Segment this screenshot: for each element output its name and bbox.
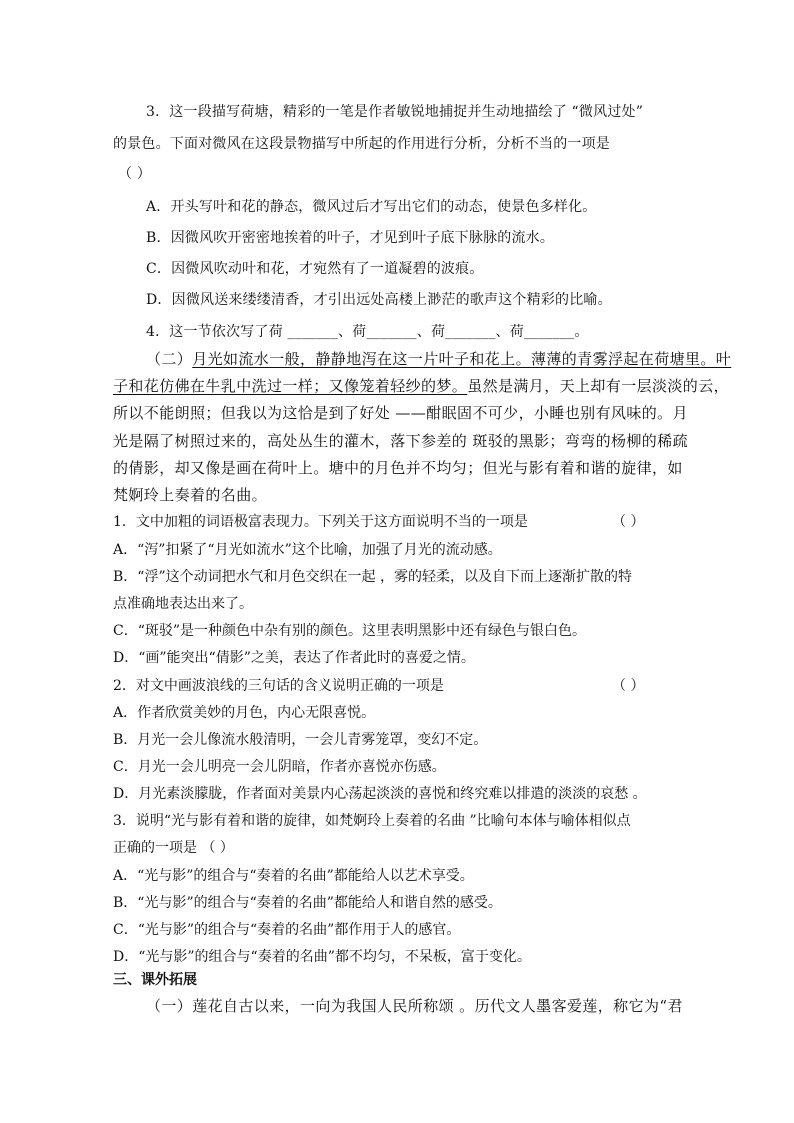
passage-q2-option-d: D．月光素淡朦胧，作者面对美景内心荡起淡淡的喜悦和终究难以排遣的淡淡的哀愁 。 xyxy=(113,786,647,802)
passage-q1-option-d: D．“画”能突出“倩影”之美，表达了作者此时的喜爱之情。 xyxy=(113,650,475,666)
passage-label: （二） xyxy=(146,350,193,368)
passage-q2-stem: 2．对文中画波浪线的三句话的含义说明正确的一项是 xyxy=(113,678,444,694)
passage-q3-stem-line2: 正确的一项是 （ ） xyxy=(113,840,234,856)
q3-option-d: D．因微风送来缕缕清香，才引出远处高楼上渺茫的歌声这个精彩的比喻。 xyxy=(146,292,612,308)
passage-q3-option-b: B．“光与影”的组合与“奏着的名曲”都能给人和谐自然的感受。 xyxy=(113,895,502,911)
section3-para-line1: （一）莲花自古以来，一向为我国人民所称颂 。历代文人墨客爱莲，称它为“君 xyxy=(146,997,683,1015)
passage-q3-option-c: C．“光与影”的组合与“奏着的名曲”都作用于人的感官。 xyxy=(113,922,461,938)
passage-q3-option-a: A．“光与影”的组合与“奏着的名曲”都能给人以艺术享受。 xyxy=(113,868,474,884)
q3-option-a: A．开头写叶和花的静态，微风过后才写出它们的动态，使景色多样化。 xyxy=(146,199,597,215)
passage-q3-option-d: D．“光与影”的组合与“奏着的名曲”都不均匀，不呆板，富于变化。 xyxy=(113,949,531,965)
passage-q1-stem: 1．文中加粗的词语极富表现力。下列关于这方面说明不当的一项是 xyxy=(113,514,528,530)
passage-line6: 梵婀玲上奏着的名曲。 xyxy=(113,486,268,504)
q3-option-c: C．因微风吹动叶和花，才宛然有了一道凝碧的波痕。 xyxy=(146,261,484,277)
passage-q1-option-b: B．“浮”这个动词把水气和月色交织在一起 ，雾的轻柔，以及自下而上逐渐扩散的特 xyxy=(113,569,633,585)
q3-answer-paren: （ ） xyxy=(118,166,152,182)
passage-q1-option-c: C．“斑驳”是一种颜色中杂有别的颜色。这里表明黑影中还有绿色与银白色。 xyxy=(113,623,587,639)
passage-line4: 光是隔了树照过来的，高处丛生的灌木，落下参差的 斑驳的黑影；弯弯的杨柳的稀疏 xyxy=(113,432,688,450)
passage-q2-option-a: A．作者欣赏美妙的月色，内心无限喜悦。 xyxy=(113,705,376,721)
q3-option-b: B．因微风吹开密密地挨着的叶子，才见到叶子底下脉脉的流水。 xyxy=(146,230,555,246)
passage-line5: 的倩影，却又像是画在荷叶上。塘中的月色并不均匀；但光与影有着和谐的旋律，如 xyxy=(113,459,683,477)
passage-q2-option-c: C．月光一会儿明亮一会儿阴暗，作者亦喜悦亦伤感。 xyxy=(113,759,446,775)
passage-line1 xyxy=(146,349,731,369)
passage-q2-option-b: B．月光一会儿像流水般清明，一会儿青雾笼罩，变幻不定。 xyxy=(113,732,488,748)
passage-line2 xyxy=(113,376,729,396)
q3-stem-line2: 的景色。下面对微风在这段景物描写中所起的作用进行分析，分析不当的一项是 xyxy=(113,136,610,152)
passage-q1-paren: （ ） xyxy=(612,514,645,530)
passage-line3: 所以不能朗照；但我以为这恰是到了好处 ——酣眠固不可少，小睡也别有风味的。月 xyxy=(113,404,688,422)
passage-line2-rest: 虽然是满月，天上却有一层淡淡的云， xyxy=(467,377,730,395)
q4-stem: 4．这一节依次写了荷 _______、荷_______、荷_______、荷_______。 xyxy=(146,324,589,340)
passage-q1-option-b-cont: 点准确地表达出来了。 xyxy=(113,596,253,612)
wavy-underlined-sentence-2: 子和花仿佛在牛乳中洗过一样；又像笼着轻纱的梦。 xyxy=(113,377,468,395)
passage-q2-paren: （ ） xyxy=(612,678,645,694)
wavy-underlined-sentence-1: 月光如流水一般，静静地泻在这一片叶子和花上。薄薄的青雾浮起在荷塘里。叶 xyxy=(192,350,732,368)
passage-q1-option-a: A．“泻”扣紧了“月光如流水”这个比喻，加强了月光的流动感。 xyxy=(113,542,502,558)
section3-heading: 三、课外拓展 xyxy=(113,972,197,988)
q3-stem-line1: 3．这一段描写荷塘，精彩的一笔是作者敏锐地捕捉并生动地描绘了 “微风过处” xyxy=(146,104,644,120)
passage-q3-stem-line1: 3．说明“光与影有着和谐的旋律，如梵婀玲上奏着的名曲 ”比喻句本体与喻体相似点 xyxy=(113,813,631,829)
